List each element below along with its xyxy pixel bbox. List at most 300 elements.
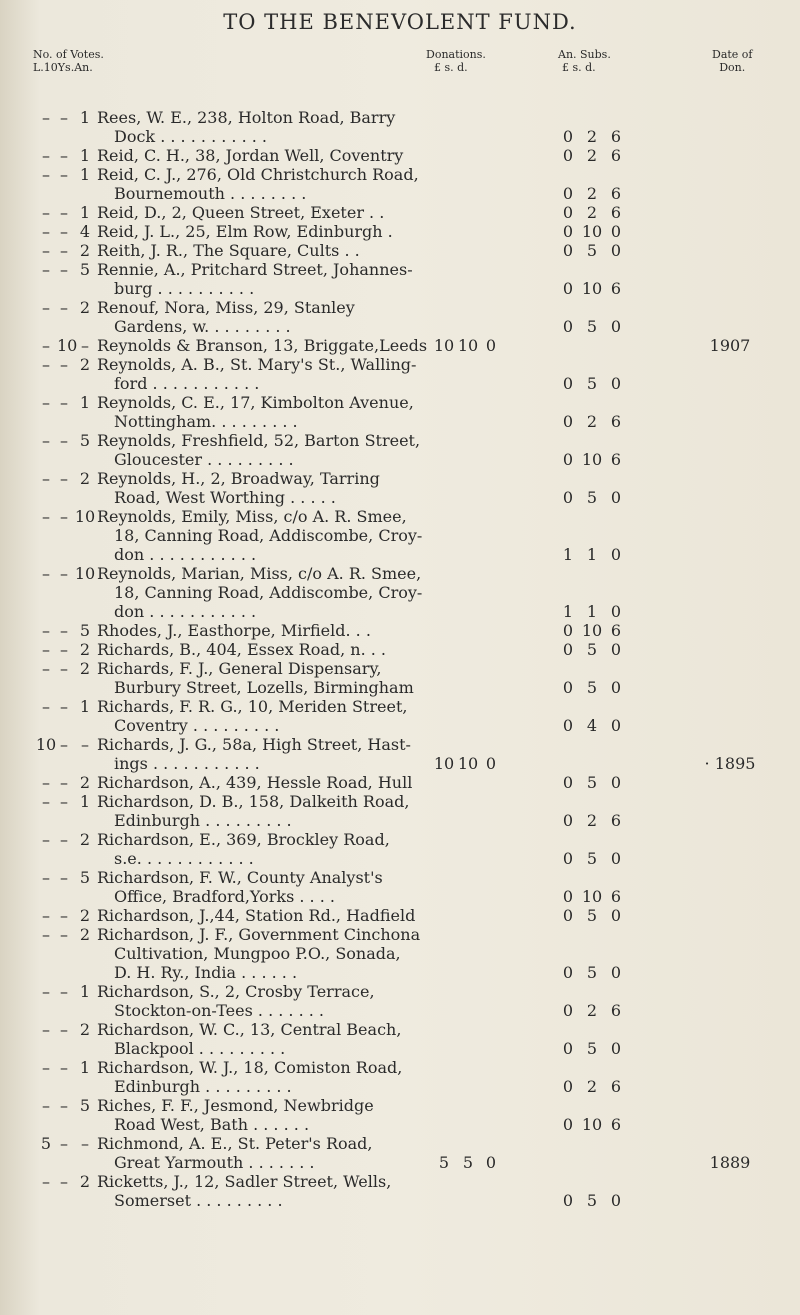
subscriber-name: Reid, C. H., 38, Jordan Well, Coventry <box>97 146 404 165</box>
entry-line <box>0 906 800 925</box>
list-item <box>0 906 800 925</box>
subscription-pence: 0 <box>610 317 622 336</box>
votes-life: 5 <box>40 1134 52 1153</box>
subscription-shillings: 10 <box>581 279 603 298</box>
subscription-pounds: 0 <box>562 678 574 697</box>
votes-ten-years: – <box>60 431 68 450</box>
subscriber-address: Dock . . . . . . . . . . . <box>114 127 268 146</box>
list-item <box>0 203 800 222</box>
votes-life: – <box>42 431 50 450</box>
votes-ten-years: – <box>60 735 68 754</box>
entry-line <box>0 1039 800 1058</box>
entry-line <box>0 1191 800 1210</box>
votes-life: – <box>42 773 50 792</box>
entry-line <box>0 1172 800 1191</box>
list-item <box>0 773 800 792</box>
subscriber-address: Gloucester . . . . . . . . . <box>114 450 294 469</box>
subscription-shillings: 2 <box>586 1077 598 1096</box>
subscription-pence: 6 <box>610 146 622 165</box>
subscription-pounds: 0 <box>562 450 574 469</box>
subscription-pounds: 0 <box>562 279 574 298</box>
subscriber-name: Reynolds, A. B., St. Mary's St., Walling- <box>97 355 417 374</box>
subscriber-name: Richardson, S., 2, Crosby Terrace, <box>97 982 375 1001</box>
subscription-pence: 0 <box>610 963 622 982</box>
subscriber-name: Reith, J. R., The Square, Cults . . <box>97 241 360 260</box>
list-item <box>0 925 800 982</box>
subscription-pounds: 0 <box>562 241 574 260</box>
subscription-shillings: 2 <box>586 146 598 165</box>
entry-line <box>0 526 800 545</box>
votes-ten-years: – <box>60 222 68 241</box>
votes-ten-years: – <box>60 355 68 374</box>
subscription-shillings: 10 <box>581 450 603 469</box>
entry-line <box>0 1077 800 1096</box>
subscriber-address: ford . . . . . . . . . . . <box>114 374 260 393</box>
subscription-shillings: 5 <box>586 241 598 260</box>
votes-column-header <box>33 48 104 74</box>
entry-line <box>0 1058 800 1077</box>
list-item <box>0 659 800 697</box>
votes-life: – <box>42 1020 50 1039</box>
votes-annual: 1 <box>79 146 91 165</box>
subscription-pounds: 0 <box>562 887 574 906</box>
subscription-pence: 0 <box>610 602 622 621</box>
subscription-pence: 6 <box>610 203 622 222</box>
entry-line <box>0 298 800 317</box>
entry-line <box>0 678 800 697</box>
votes-ten-years: – <box>60 1020 68 1039</box>
subscriber-address: Office, Bradford,Yorks . . . . <box>114 887 335 906</box>
subscription-pence: 0 <box>610 906 622 925</box>
list-item <box>0 1020 800 1058</box>
votes-ten-years: – <box>60 298 68 317</box>
votes-annual: 5 <box>79 621 91 640</box>
votes-ten-years: – <box>60 925 68 944</box>
subscriber-address: Blackpool . . . . . . . . . <box>114 1039 286 1058</box>
votes-life: – <box>42 830 50 849</box>
votes-ten-years: – <box>60 1172 68 1191</box>
donation-shillings: 10 <box>457 754 479 773</box>
donations-column-header <box>426 48 486 74</box>
entry-line <box>0 1001 800 1020</box>
subs-column-header <box>558 48 611 74</box>
list-item <box>0 469 800 507</box>
votes-life: – <box>42 621 50 640</box>
subscription-shillings: 2 <box>586 184 598 203</box>
subscriber-address: ings . . . . . . . . . . . <box>114 754 260 773</box>
entry-line <box>0 716 800 735</box>
subscriber-address: 18, Canning Road, Addiscombe, Croy- <box>114 583 423 602</box>
subscription-pence: 0 <box>610 241 622 260</box>
list-item <box>0 621 800 640</box>
subscription-pence: 6 <box>610 1115 622 1134</box>
votes-life: – <box>42 241 50 260</box>
subscriber-address: Bournemouth . . . . . . . . <box>114 184 307 203</box>
entry-line <box>0 811 800 830</box>
entry-line <box>0 982 800 1001</box>
donation-pounds: 10 <box>433 754 455 773</box>
subscriber-name: Reynolds, Marian, Miss, c/o A. R. Smee, <box>97 564 422 583</box>
subscriber-address: Stockton-on-Tees . . . . . . . <box>114 1001 325 1020</box>
subscriber-address: Nottingham. . . . . . . . . <box>114 412 298 431</box>
entry-line <box>0 640 800 659</box>
subscription-pence: 0 <box>610 545 622 564</box>
votes-annual: 10 <box>74 564 96 583</box>
entry-line <box>0 450 800 469</box>
votes-annual: 1 <box>79 108 91 127</box>
subscriber-address: s.e. . . . . . . . . . . . <box>114 849 254 868</box>
list-item <box>0 336 800 355</box>
subscription-shillings: 2 <box>586 203 598 222</box>
subscription-shillings: 5 <box>586 963 598 982</box>
subscription-pence: 6 <box>610 621 622 640</box>
subscriber-name: Richards, J. G., 58a, High Street, Hast- <box>97 735 411 754</box>
votes-ten-years: – <box>60 393 68 412</box>
subscription-pence: 0 <box>610 222 622 241</box>
votes-annual: 2 <box>79 925 91 944</box>
votes-annual: 2 <box>79 298 91 317</box>
subscriber-address: Road, West Worthing . . . . . <box>114 488 336 507</box>
subscriber-list <box>0 108 800 1210</box>
subscriber-name: Reynolds, H., 2, Broadway, Tarring <box>97 469 380 488</box>
list-item <box>0 564 800 621</box>
page-title: TO THE BENEVOLENT FUND. <box>223 10 577 34</box>
list-item <box>0 735 800 773</box>
votes-annual: 2 <box>79 773 91 792</box>
votes-ten-years: – <box>60 165 68 184</box>
subs-header-label: An. Subs. <box>558 48 611 61</box>
list-item <box>0 431 800 469</box>
subscription-pounds: 0 <box>562 849 574 868</box>
subscriber-name: Richards, B., 404, Essex Road, n. . . <box>97 640 387 659</box>
list-item <box>0 868 800 906</box>
subscriber-name: Riches, F. F., Jesmond, Newbridge <box>97 1096 374 1115</box>
entry-line <box>0 469 800 488</box>
subscription-shillings: 2 <box>586 412 598 431</box>
list-item <box>0 1058 800 1096</box>
subscription-pounds: 0 <box>562 1077 574 1096</box>
votes-ten-years: – <box>60 146 68 165</box>
list-item <box>0 355 800 393</box>
entry-line <box>0 830 800 849</box>
entry-line <box>0 583 800 602</box>
subscription-shillings: 5 <box>586 849 598 868</box>
subscriber-name: Rhodes, J., Easthorpe, Mirfield. . . <box>97 621 371 640</box>
entry-line <box>0 564 800 583</box>
subscription-shillings: 2 <box>586 1001 598 1020</box>
list-item <box>0 393 800 431</box>
list-item <box>0 1096 800 1134</box>
subscription-shillings: 5 <box>586 374 598 393</box>
entry-line <box>0 868 800 887</box>
votes-life: – <box>42 393 50 412</box>
subscription-shillings: 10 <box>581 887 603 906</box>
donation-date: 1889 <box>709 1153 751 1172</box>
entry-line <box>0 355 800 374</box>
subscription-pence: 0 <box>610 678 622 697</box>
subscription-pence: 6 <box>610 1001 622 1020</box>
subscriber-address: burg . . . . . . . . . . <box>114 279 255 298</box>
subscription-pounds: 0 <box>562 222 574 241</box>
subscription-pounds: 0 <box>562 203 574 222</box>
subscription-pence: 6 <box>610 811 622 830</box>
entry-line <box>0 260 800 279</box>
subscription-pence: 0 <box>610 640 622 659</box>
donation-date: 1907 <box>709 336 751 355</box>
entry-line <box>0 241 800 260</box>
votes-annual: 5 <box>79 1096 91 1115</box>
subscription-pence: 0 <box>610 374 622 393</box>
list-item <box>0 298 800 336</box>
subscription-pounds: 0 <box>562 374 574 393</box>
entry-line <box>0 545 800 564</box>
votes-annual: 1 <box>79 393 91 412</box>
donation-pence: 0 <box>485 754 497 773</box>
subscriber-name: Richardson, D. B., 158, Dalkeith Road, <box>97 792 410 811</box>
votes-annual: 2 <box>79 659 91 678</box>
subscriber-name: Rennie, A., Pritchard Street, Johannes- <box>97 260 413 279</box>
subscription-pence: 6 <box>610 127 622 146</box>
votes-life: – <box>42 640 50 659</box>
entry-line <box>0 792 800 811</box>
subscriber-name: Reid, C. J., 276, Old Christchurch Road, <box>97 165 419 184</box>
entry-line <box>0 412 800 431</box>
list-item <box>0 241 800 260</box>
votes-ten-years: – <box>60 659 68 678</box>
list-item <box>0 982 800 1020</box>
votes-header-line1: No. of Votes. <box>33 48 104 61</box>
subscription-shillings: 5 <box>586 488 598 507</box>
subscriber-address: Somerset . . . . . . . . . <box>114 1191 283 1210</box>
votes-life: – <box>42 355 50 374</box>
subscriber-name: Richardson, J.,44, Station Rd., Hadfield <box>97 906 416 925</box>
entry-line <box>0 507 800 526</box>
votes-life: – <box>42 507 50 526</box>
subscriber-address: Great Yarmouth . . . . . . . <box>114 1153 315 1172</box>
entry-line <box>0 279 800 298</box>
subscription-pence: 6 <box>610 450 622 469</box>
subscriber-name: Reynolds, Emily, Miss, c/o A. R. Smee, <box>97 507 407 526</box>
subscription-pounds: 1 <box>562 545 574 564</box>
subscription-pence: 6 <box>610 184 622 203</box>
subscription-pounds: 0 <box>562 184 574 203</box>
list-item <box>0 792 800 830</box>
votes-ten-years: – <box>60 830 68 849</box>
subscription-pounds: 0 <box>562 146 574 165</box>
votes-header-line2: L.10Ys.An. <box>33 61 93 74</box>
entry-line <box>0 184 800 203</box>
donation-pence: 0 <box>485 336 497 355</box>
votes-annual: 2 <box>79 355 91 374</box>
votes-annual: 2 <box>79 469 91 488</box>
subscription-pence: 0 <box>610 1039 622 1058</box>
entry-line <box>0 754 800 773</box>
list-item <box>0 640 800 659</box>
subscriber-address: 18, Canning Road, Addiscombe, Croy- <box>114 526 423 545</box>
subscription-shillings: 10 <box>581 222 603 241</box>
subscription-shillings: 5 <box>586 1191 598 1210</box>
entry-line <box>0 203 800 222</box>
subscription-shillings: 5 <box>586 773 598 792</box>
votes-ten-years: – <box>60 868 68 887</box>
subscription-pence: 0 <box>610 773 622 792</box>
votes-annual: 1 <box>79 165 91 184</box>
subscriber-name: Richardson, F. W., County Analyst's <box>97 868 383 887</box>
subscription-shillings: 5 <box>586 640 598 659</box>
subscription-pounds: 0 <box>562 906 574 925</box>
votes-life: – <box>42 925 50 944</box>
votes-life: – <box>42 146 50 165</box>
subscriber-address: don . . . . . . . . . . . <box>114 602 257 621</box>
entry-line <box>0 1115 800 1134</box>
votes-life: – <box>42 469 50 488</box>
subscription-pounds: 0 <box>562 127 574 146</box>
subscription-shillings: 10 <box>581 621 603 640</box>
votes-annual: 2 <box>79 1172 91 1191</box>
votes-life: – <box>42 697 50 716</box>
subscription-pence: 6 <box>610 412 622 431</box>
subscriber-name: Reid, D., 2, Queen Street, Exeter . . <box>97 203 385 222</box>
subscription-shillings: 10 <box>581 1115 603 1134</box>
subscription-pounds: 0 <box>562 1039 574 1058</box>
subscription-shillings: 5 <box>586 906 598 925</box>
subscription-pounds: 0 <box>562 963 574 982</box>
entry-line <box>0 1020 800 1039</box>
list-item <box>0 108 800 146</box>
subscription-pounds: 0 <box>562 621 574 640</box>
subscription-shillings: 1 <box>586 545 598 564</box>
subscription-shillings: 1 <box>586 602 598 621</box>
votes-annual: 5 <box>79 431 91 450</box>
subscriber-address: Edinburgh . . . . . . . . . <box>114 1077 292 1096</box>
votes-ten-years: – <box>60 469 68 488</box>
subscription-pounds: 0 <box>562 811 574 830</box>
votes-ten-years: – <box>60 108 68 127</box>
donations-header-units: £ s. d. <box>434 61 468 74</box>
subscriber-address: Coventry . . . . . . . . . <box>114 716 280 735</box>
subscriber-name: Richards, F. R. G., 10, Meriden Street, <box>97 697 408 716</box>
list-item <box>0 146 800 165</box>
subscription-pounds: 0 <box>562 317 574 336</box>
list-item <box>0 830 800 868</box>
votes-ten-years: – <box>60 792 68 811</box>
entry-line <box>0 735 800 754</box>
subscription-pounds: 0 <box>562 1001 574 1020</box>
votes-life: 10 <box>35 735 57 754</box>
votes-annual: 1 <box>79 1058 91 1077</box>
votes-annual: 2 <box>79 906 91 925</box>
subscriber-address: Gardens, w. . . . . . . . . <box>114 317 291 336</box>
donation-pounds: 5 <box>438 1153 450 1172</box>
entry-line <box>0 963 800 982</box>
votes-annual: 5 <box>79 260 91 279</box>
votes-ten-years: – <box>60 1058 68 1077</box>
subscriber-name: Ricketts, J., 12, Sadler Street, Wells, <box>97 1172 392 1191</box>
subscription-pence: 0 <box>610 849 622 868</box>
subscriber-name: Renouf, Nora, Miss, 29, Stanley <box>97 298 355 317</box>
votes-life: – <box>42 1058 50 1077</box>
votes-life: – <box>42 203 50 222</box>
list-item <box>0 697 800 735</box>
entry-line <box>0 1134 800 1153</box>
subscriber-name: Rees, W. E., 238, Holton Road, Barry <box>97 108 396 127</box>
votes-life: – <box>42 165 50 184</box>
votes-annual: 2 <box>79 241 91 260</box>
votes-ten-years: 10 <box>57 336 78 355</box>
date-header-line2: Don. <box>719 61 746 74</box>
entry-line <box>0 697 800 716</box>
votes-life: – <box>42 1096 50 1115</box>
votes-annual: 2 <box>79 1020 91 1039</box>
date-column-header <box>712 48 753 74</box>
entry-line <box>0 659 800 678</box>
votes-ten-years: – <box>60 982 68 1001</box>
subscription-shillings: 2 <box>586 811 598 830</box>
subscription-pence: 0 <box>610 1191 622 1210</box>
subscriber-name: Richardson, W. C., 13, Central Beach, <box>97 1020 402 1039</box>
entry-line <box>0 336 800 355</box>
entry-line <box>0 602 800 621</box>
entry-line <box>0 108 800 127</box>
list-item <box>0 165 800 203</box>
list-item <box>0 260 800 298</box>
list-item <box>0 222 800 241</box>
votes-life: – <box>42 260 50 279</box>
votes-ten-years: – <box>60 203 68 222</box>
subscriber-name: Richards, F. J., General Dispensary, <box>97 659 382 678</box>
subscriber-address: D. H. Ry., India . . . . . . <box>114 963 298 982</box>
entry-line <box>0 127 800 146</box>
subscriber-name: Richardson, A., 439, Hessle Road, Hull <box>97 773 413 792</box>
votes-annual: 2 <box>79 640 91 659</box>
entry-line <box>0 146 800 165</box>
subscriber-name: Reid, J. L., 25, Elm Row, Edinburgh . <box>97 222 393 241</box>
entry-line <box>0 925 800 944</box>
donation-date: · 1895 <box>704 754 756 773</box>
list-item <box>0 507 800 564</box>
donations-header-label: Donations. <box>426 48 486 61</box>
votes-life: – <box>42 906 50 925</box>
votes-ten-years: – <box>60 564 68 583</box>
date-header-line1: Date of <box>712 48 753 61</box>
votes-life: – <box>42 1172 50 1191</box>
votes-ten-years: – <box>60 697 68 716</box>
subscription-pence: 6 <box>610 887 622 906</box>
subscription-pounds: 0 <box>562 1191 574 1210</box>
entry-line <box>0 1096 800 1115</box>
votes-ten-years: – <box>60 507 68 526</box>
subscriber-name: Richardson, J. F., Government Cinchona <box>97 925 421 944</box>
subscription-shillings: 5 <box>586 678 598 697</box>
entry-line <box>0 849 800 868</box>
votes-life: – <box>42 564 50 583</box>
subscription-pounds: 0 <box>562 716 574 735</box>
votes-annual: 2 <box>79 830 91 849</box>
entry-line <box>0 773 800 792</box>
votes-annual: – <box>81 735 89 754</box>
subscription-pounds: 0 <box>562 1115 574 1134</box>
donation-pence: 0 <box>485 1153 497 1172</box>
subscription-shillings: 2 <box>586 127 598 146</box>
list-item <box>0 1172 800 1210</box>
votes-annual: – <box>81 336 89 355</box>
votes-annual: 10 <box>74 507 96 526</box>
entry-line <box>0 393 800 412</box>
subscriber-name: Richardson, W. J., 18, Comiston Road, <box>97 1058 403 1077</box>
entry-line <box>0 1153 800 1172</box>
votes-annual: – <box>81 1134 89 1153</box>
subscription-pence: 6 <box>610 279 622 298</box>
